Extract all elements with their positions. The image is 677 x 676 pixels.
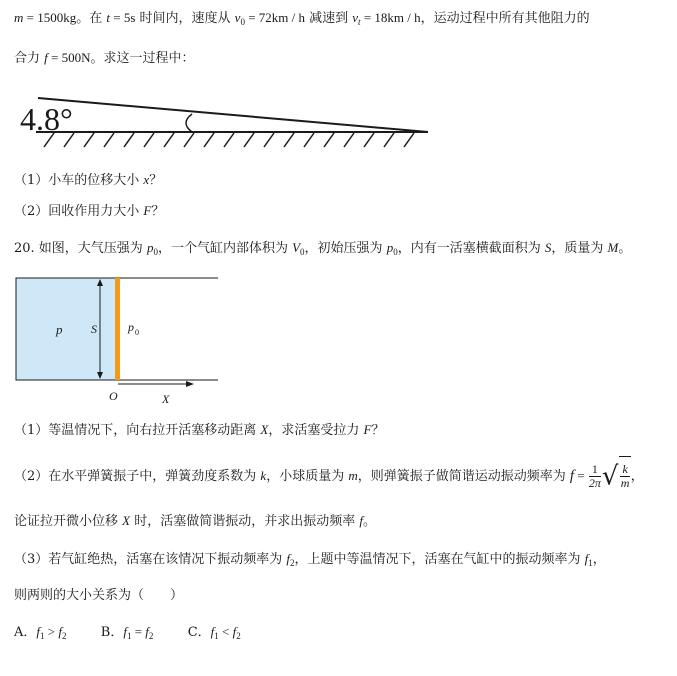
force-symbol: F <box>143 203 152 218</box>
incline-figure <box>14 90 434 152</box>
mass-symbol: M <box>607 240 619 255</box>
angle-label: 4.8° <box>20 101 73 137</box>
text-segment: 。 <box>362 514 376 529</box>
text-segment: 。 <box>618 241 632 256</box>
gas-pressure-label: p <box>56 322 63 337</box>
sub-question-3 <box>14 549 606 573</box>
text-segment: 论证拉开微小位移 <box>14 514 123 529</box>
text-segment: ？ <box>371 423 385 438</box>
text-segment: ，质量为 <box>551 241 608 256</box>
option-symbol: f <box>232 624 237 639</box>
f1-subscript: 1 <box>588 558 593 568</box>
text-segment: ，内有一活塞横截面积为 <box>397 241 545 256</box>
text-segment: （3）若气缸绝热，活塞在该情况下振动频率为 <box>14 552 287 567</box>
f2-subscript: 2 <box>290 558 295 568</box>
V0-subscript: 0 <box>300 247 305 257</box>
option-symbol: f <box>36 624 41 639</box>
answer-options <box>14 622 241 646</box>
option-letter: C． <box>187 625 211 640</box>
piston <box>115 278 120 380</box>
x-axis-arrow-head <box>186 381 194 387</box>
equals-sign: = <box>574 468 588 483</box>
text-segment: （1）等温情况下，向右拉开活塞移动距离 <box>14 423 261 438</box>
spring-constant-symbol: k <box>260 468 267 483</box>
option-symbol: f <box>123 624 127 639</box>
question-2 <box>14 201 164 222</box>
distance-symbol: X <box>260 422 269 437</box>
area-label: S <box>91 322 97 336</box>
v0-subscript: 0 <box>240 17 245 27</box>
text-segment: 。在 <box>76 11 107 26</box>
vt-subscript: t <box>358 17 361 27</box>
p0-symbol: p <box>386 240 394 255</box>
option-symbol: f <box>145 624 149 639</box>
origin-label: O <box>109 389 118 403</box>
fraction-1-over-2pi <box>589 463 601 490</box>
option-letter: A． <box>14 625 37 640</box>
angle-arc <box>186 114 192 132</box>
sub-question-2 <box>14 456 644 497</box>
text-segment: 。求这一过程中： <box>90 51 195 66</box>
mass-value: = 1500kg <box>23 10 77 25</box>
force-value: = 500N <box>47 50 91 65</box>
f1-symbol: f <box>584 551 589 566</box>
atm-pressure-label: p <box>128 320 134 334</box>
option-subscript: 2 <box>148 631 154 641</box>
option-subscript: 1 <box>214 631 219 641</box>
option-letter: B． <box>100 625 124 640</box>
option-b[interactable] <box>101 625 154 640</box>
question-1 <box>14 170 162 191</box>
text-segment: ，运动过程中所有其他阻力的 <box>420 11 590 26</box>
option-operator: = <box>131 624 146 639</box>
option-symbol: f <box>210 624 215 639</box>
displacement-symbol: X <box>122 513 131 528</box>
area-symbol: S <box>544 240 552 255</box>
v0-symbol: v <box>234 10 241 25</box>
fraction-k-over-m <box>620 463 629 490</box>
numerator: k <box>622 462 628 476</box>
sqrt-body <box>619 456 630 497</box>
text-segment: ，初始压强为 <box>304 241 387 256</box>
sub-question-3-continuation <box>14 586 183 606</box>
gas-region <box>16 278 116 380</box>
option-a[interactable] <box>14 625 66 640</box>
option-subscript: 1 <box>126 631 132 641</box>
frequency-symbol: f <box>569 468 575 484</box>
numerator: 1 <box>589 463 601 477</box>
problem-line-2 <box>14 48 195 69</box>
ball-mass-symbol: m <box>348 468 358 483</box>
question-text: （2）回收作用力大小 <box>14 204 144 219</box>
p0-symbol: p <box>146 240 154 255</box>
text-segment: 则两则的大小关系为（ ） <box>14 588 184 603</box>
problem-line-1 <box>14 8 590 32</box>
text-segment: 时间内，速度从 <box>135 11 235 26</box>
text-segment: ，一个气缸内部体积为 <box>157 241 293 256</box>
mass-symbol: m <box>14 10 24 25</box>
force-symbol: F <box>363 422 372 437</box>
option-operator: < <box>218 624 233 639</box>
cylinder-figure <box>14 276 224 408</box>
x-axis-label: X <box>162 392 170 406</box>
vt-value: = 18km / h <box>360 10 421 25</box>
question-end: ？ <box>149 173 163 188</box>
p0-subscript: 0 <box>153 247 158 257</box>
text-segment: ，则弹簧振子做简谐运动振动频率为 <box>357 469 570 484</box>
option-subscript: 2 <box>236 631 241 641</box>
denominator: m <box>620 476 630 490</box>
text-segment: 减速到 <box>305 11 353 26</box>
force-symbol: f <box>44 50 48 65</box>
option-symbol: f <box>58 624 62 639</box>
option-subscript: 2 <box>61 631 67 641</box>
question-end: ？ <box>151 204 165 219</box>
text-segment: ，求活塞受拉力 <box>268 423 364 438</box>
time-value: = 5s <box>110 10 136 25</box>
atm-pressure-subscript: 0 <box>135 328 139 337</box>
text-segment: ， <box>630 469 644 484</box>
text-segment: 合力 <box>14 51 45 66</box>
p0-subscript: 0 <box>393 247 398 257</box>
option-c[interactable] <box>188 625 241 640</box>
f2-symbol: f <box>286 551 291 566</box>
V0-symbol: V <box>292 240 301 255</box>
ground-hatching <box>44 133 414 147</box>
option-operator: > <box>44 624 59 639</box>
denominator: 2π <box>588 476 601 490</box>
sqrt-sign: √ <box>601 461 619 492</box>
frequency-symbol: f <box>359 513 363 528</box>
question-text: （1）小车的位移大小 <box>14 173 144 188</box>
problem-20-statement <box>14 238 631 262</box>
option-subscript: 1 <box>40 631 45 641</box>
text-segment: 20. 如图，大气压强为 <box>14 241 147 256</box>
vt-symbol: v <box>352 10 359 25</box>
incline-surface <box>38 98 428 132</box>
text-segment: （2）在水平弹簧振子中，弹簧劲度系数为 <box>14 469 261 484</box>
displacement-symbol: x <box>143 172 150 187</box>
text-segment: ，上题中等温情况下，活塞在气缸中的振动频率为 <box>294 552 585 567</box>
v0-value: = 72km / h <box>244 10 305 25</box>
text-segment: ， <box>592 552 606 567</box>
text-segment: 时，活塞做简谐振动，并求出振动频率 <box>130 514 360 529</box>
sub-question-1 <box>14 420 384 441</box>
time-symbol: t <box>106 10 110 25</box>
text-segment: ，小球质量为 <box>266 469 349 484</box>
sub-question-2-continuation <box>14 511 376 532</box>
